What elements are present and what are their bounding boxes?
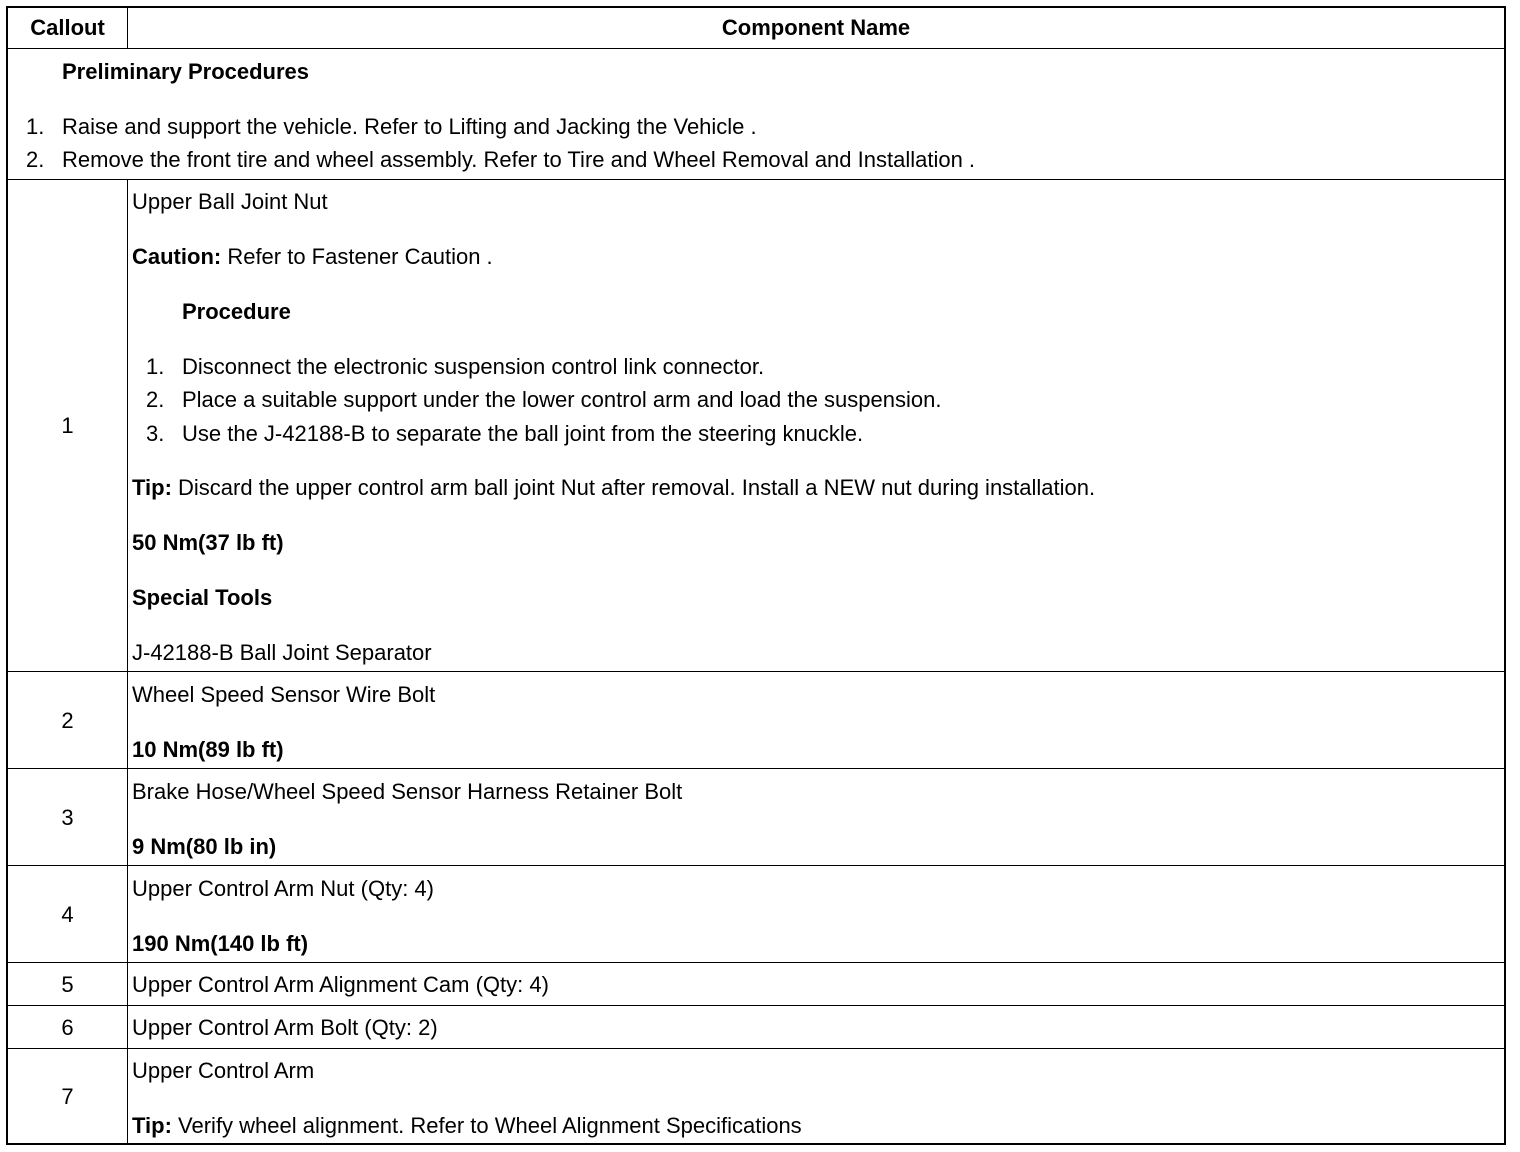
callout-number: 5 [8,963,128,1006]
table-row [8,962,1504,1006]
torque-spec: 10 Nm(89 lb ft) [132,737,284,762]
callout-number: 2 [8,672,128,769]
component-cell [128,963,1504,1006]
component-table [6,6,1506,1145]
table-row [8,179,1504,672]
special-tool-item: J-42188-B Ball Joint Separator [132,640,432,665]
procedure-step-text: Disconnect the electronic suspension control link connector. [182,354,765,379]
procedure-step-num: 1. [146,354,165,379]
preliminary-step-num: 2. [26,147,45,172]
preliminary-step-text: Remove the front tire and wheel assembly. Refer to Tire and Wheel Removal and Installation . [62,147,976,172]
tip-note [132,475,1095,501]
component-cell [128,672,1504,769]
component-name: Upper Control Arm Nut (Qty: 4) [132,876,434,901]
table-row [8,768,1504,866]
table-row [8,1005,1504,1049]
component-cell [128,1049,1504,1144]
caution-text: Refer to Fastener Caution . [221,244,493,269]
component-name: Upper Control Arm Alignment Cam (Qty: 4) [132,972,549,997]
component-name: Upper Ball Joint Nut [132,189,328,214]
callout-number: 6 [8,1006,128,1049]
component-name: Brake Hose/Wheel Speed Sensor Harness Retainer Bolt [132,779,683,804]
torque-spec: 190 Nm(140 lb ft) [132,931,309,956]
component-cell [128,1006,1504,1049]
table-row [8,865,1504,963]
table-header-row [8,8,1504,48]
component-name: Upper Control Arm [132,1058,315,1083]
component-cell [128,769,1504,866]
component-name-header: Component Name [721,15,911,40]
component-name: Upper Control Arm Bolt (Qty: 2) [132,1015,438,1040]
tip-note [132,1113,802,1139]
table-row [8,1048,1504,1144]
procedure-step-text: Place a suitable support under the lower control arm and load the suspension. [182,387,942,412]
callout-number: 3 [8,769,128,866]
tip-label: Tip: [132,1113,172,1138]
callout-number: 7 [8,1049,128,1144]
callout-number: 4 [8,866,128,963]
torque-spec: 50 Nm(37 lb ft) [132,530,284,555]
callout-header: Callout [8,8,128,48]
procedure-step-num: 3. [146,421,165,446]
procedure-step-text: Use the J-42188-B to separate the ball joint from the steering knuckle. [182,421,864,446]
procedure-step-num: 2. [146,387,165,412]
component-header-cell [128,8,1504,48]
table-row [8,671,1504,769]
torque-spec: 9 Nm(80 lb in) [132,834,277,859]
special-tools-label: Special Tools [132,585,273,610]
preliminary-title: Preliminary Procedures [62,59,310,84]
component-cell [128,866,1504,963]
tip-label: Tip: [132,475,172,500]
component-name: Wheel Speed Sensor Wire Bolt [132,682,436,707]
tip-text: Discard the upper control arm ball joint Nut after removal. Install a NEW nut during installation. [171,475,1096,500]
preliminary-step-text: Raise and support the vehicle. Refer to Lifting and Jacking the Vehicle . [62,114,757,139]
preliminary-step-num: 1. [26,114,45,139]
caution-note [132,244,493,270]
tip-text: Verify wheel alignment. Refer to Wheel Alignment Specifications [171,1113,802,1138]
preliminary-procedures-row [8,48,1504,180]
caution-label: Caution: [132,244,222,269]
component-cell [128,180,1504,672]
callout-number: 1 [8,180,128,672]
procedure-title: Procedure [182,299,291,324]
